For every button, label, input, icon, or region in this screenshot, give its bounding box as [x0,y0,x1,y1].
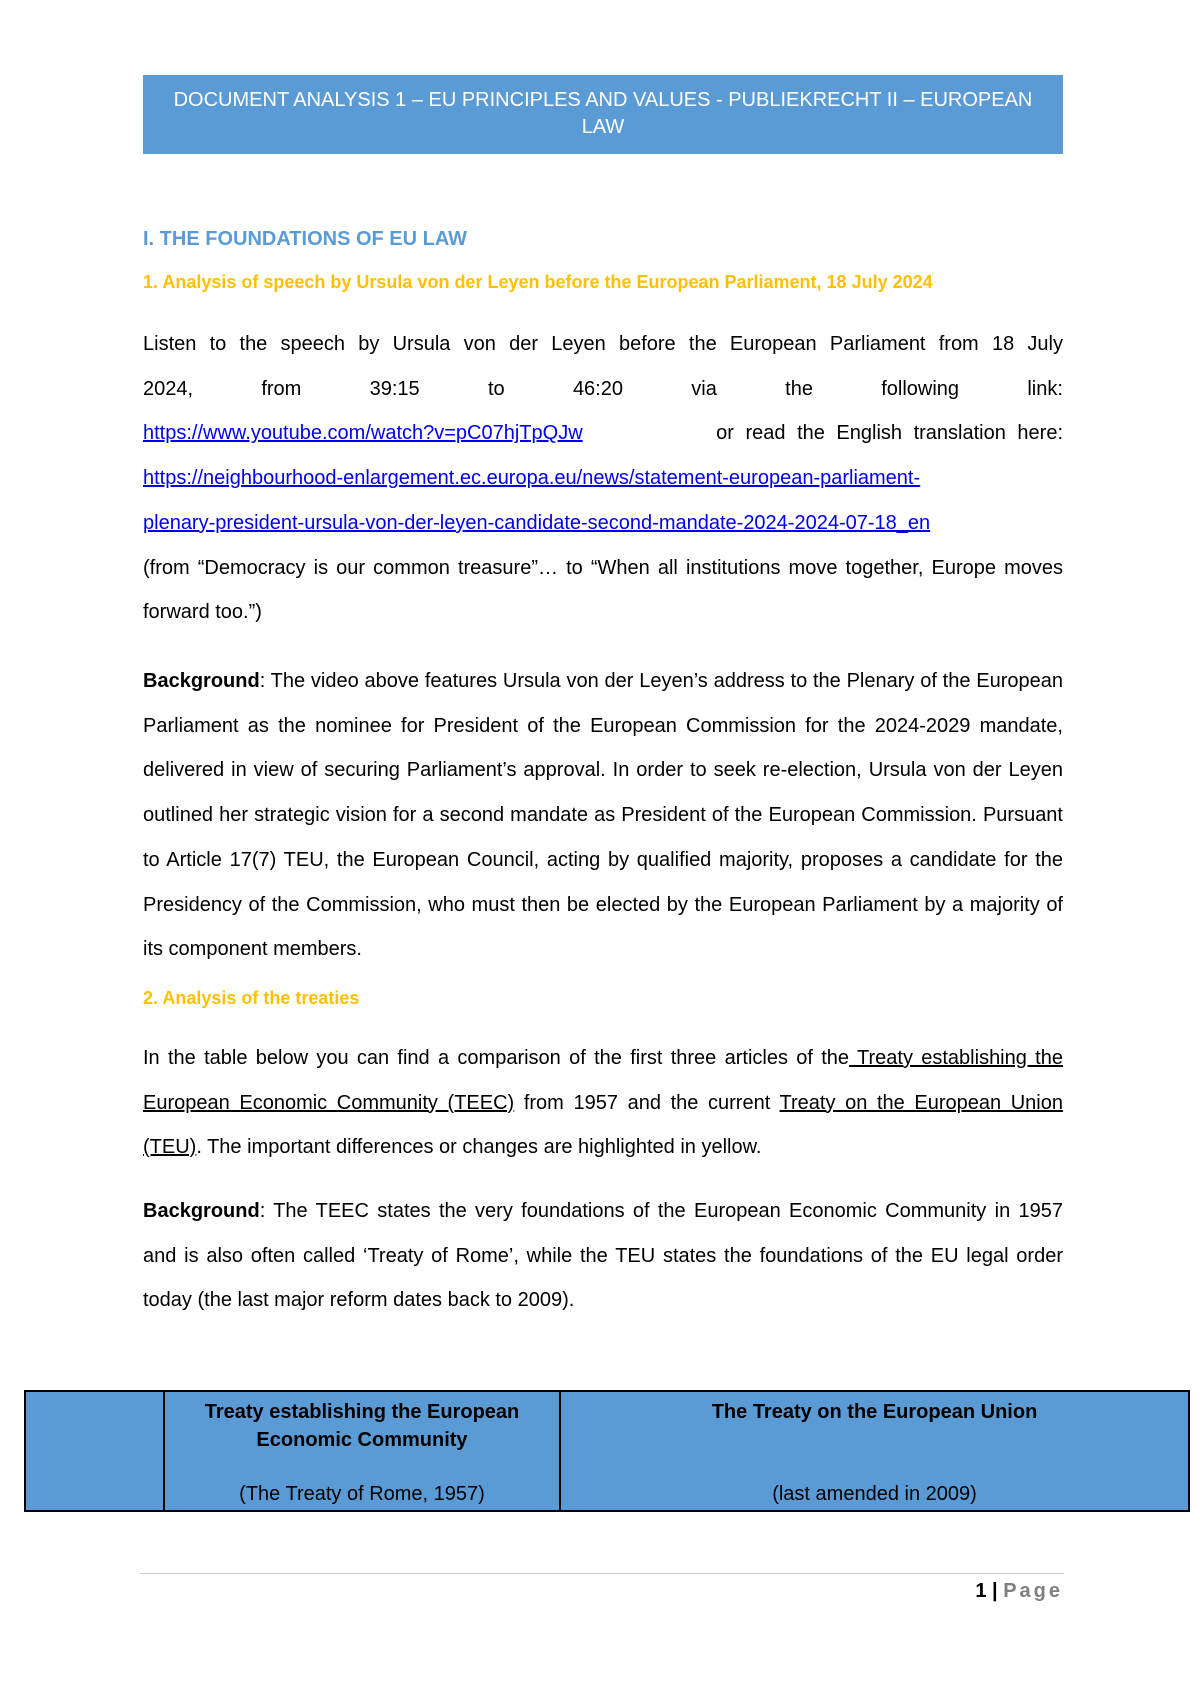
table-header-row [25,1391,1189,1511]
subsection-heading-speech: 1. Analysis of speech by Ursula von der Leyen before the European Parliament, 18 July 2024 [143,272,933,292]
paragraph-word: 39:15 [369,377,420,400]
translation-link-part1[interactable]: https://neighbourhood-enlargement.ec.europa.eu/news/statement-european-parliament- [143,467,921,490]
treaty-comparison-table [24,1390,1190,1512]
paragraph-line-links [143,411,1063,456]
teu-column-subtitle: (last amended in 2009) [772,1483,977,1505]
teu-reference: Treaty on the European Union (TEU) [143,1091,1063,1159]
footer-divider [140,1573,1064,1574]
page-separator: | [992,1580,998,1602]
paragraph-line-spread [143,367,1063,412]
background-text: : The TEEC states the very foundations of the European Economic Community in 1957 and is also often called ‘Treaty of Rome’, while the TEU states the foundations of the EU legal order today (the last major reform dates back to 2009). [143,1200,1063,1312]
paragraph-text: . The important differences or changes are highlighted in yellow. [196,1136,762,1159]
document-title: DOCUMENT ANALYSIS 1 – EU PRINCIPLES AND VALUES - PUBLIEKRECHT II – EUROPEAN LAW [173,89,1033,138]
paragraph-word: to [487,377,505,400]
paragraph-text: In the table below you can find a comparison of the first three articles of the [143,1047,850,1069]
paragraph-word: from [261,377,302,400]
paragraph-word: following [881,377,960,400]
page-number: 1 [975,1580,987,1602]
background-label: Background [143,1200,260,1222]
table-header-teec [164,1391,560,1511]
paragraph-text: or read the English translation here: [716,422,1063,445]
background-text: : The video above features Ursula von der Leyen’s address to the Plenary of the European Parliament as the nominee for President of the European Commission for the 2024-2029 mandate, delivered in view of securing Parliament’s approval. In order to seek re-election, Ursula von der Leyen outlined her strategic vision for a second mandate as President of the European Commission. Pursuant to Article 17(7) TEU, the European Council, acting by qualified majority, proposes a candidate for the Presidency of the Commission, who must then be elected by the European Parliament by a majority of its component members. [143,670,1063,961]
treaties-intro-paragraph [143,1036,1063,1170]
document-title-banner [143,75,1063,154]
paragraph-word: 2024, [143,377,194,400]
page-word: Page [1003,1580,1063,1602]
youtube-link[interactable]: https://www.youtube.com/watch?v=pC07hjTpQJw [143,422,583,445]
speech-excerpt-range: (from “Democracy is our common treasure”… to “When all institutions move together, Europe moves forward too.”) [143,556,1063,624]
table-header-empty-cell [25,1391,164,1511]
treaties-background-paragraph [143,1189,1063,1323]
translation-link-part2[interactable]: plenary-president-ursula-von-der-leyen-candidate-second-mandate-2024-2024-07-18_en [143,511,931,534]
paragraph-word: link: [1027,377,1063,400]
page-footer [975,1580,1063,1603]
subsection-heading-treaties: 2. Analysis of the treaties [143,988,360,1008]
speech-instructions-paragraph [143,322,1063,635]
paragraph-word: via [691,377,717,400]
teu-column-title: The Treaty on the European Union [711,1401,1038,1423]
teec-column-title: Treaty establishing the European Economic Community [204,1401,520,1451]
section-heading: I. THE FOUNDATIONS OF EU LAW [143,228,468,250]
paragraph-word: the [785,377,813,400]
teec-column-subtitle: (The Treaty of Rome, 1957) [239,1483,485,1505]
background-label: Background [143,670,260,692]
table-header-teu [560,1391,1189,1511]
paragraph-word: 46:20 [572,377,623,400]
teec-reference: Treaty establishing the European Economic Community (TEEC) [143,1047,1063,1114]
speech-background-paragraph [143,659,1063,972]
paragraph-text: from 1957 and the current [514,1091,780,1114]
paragraph-line: Listen to the speech by Ursula von der Leyen before the European Parliament from 18 July [143,333,1063,355]
